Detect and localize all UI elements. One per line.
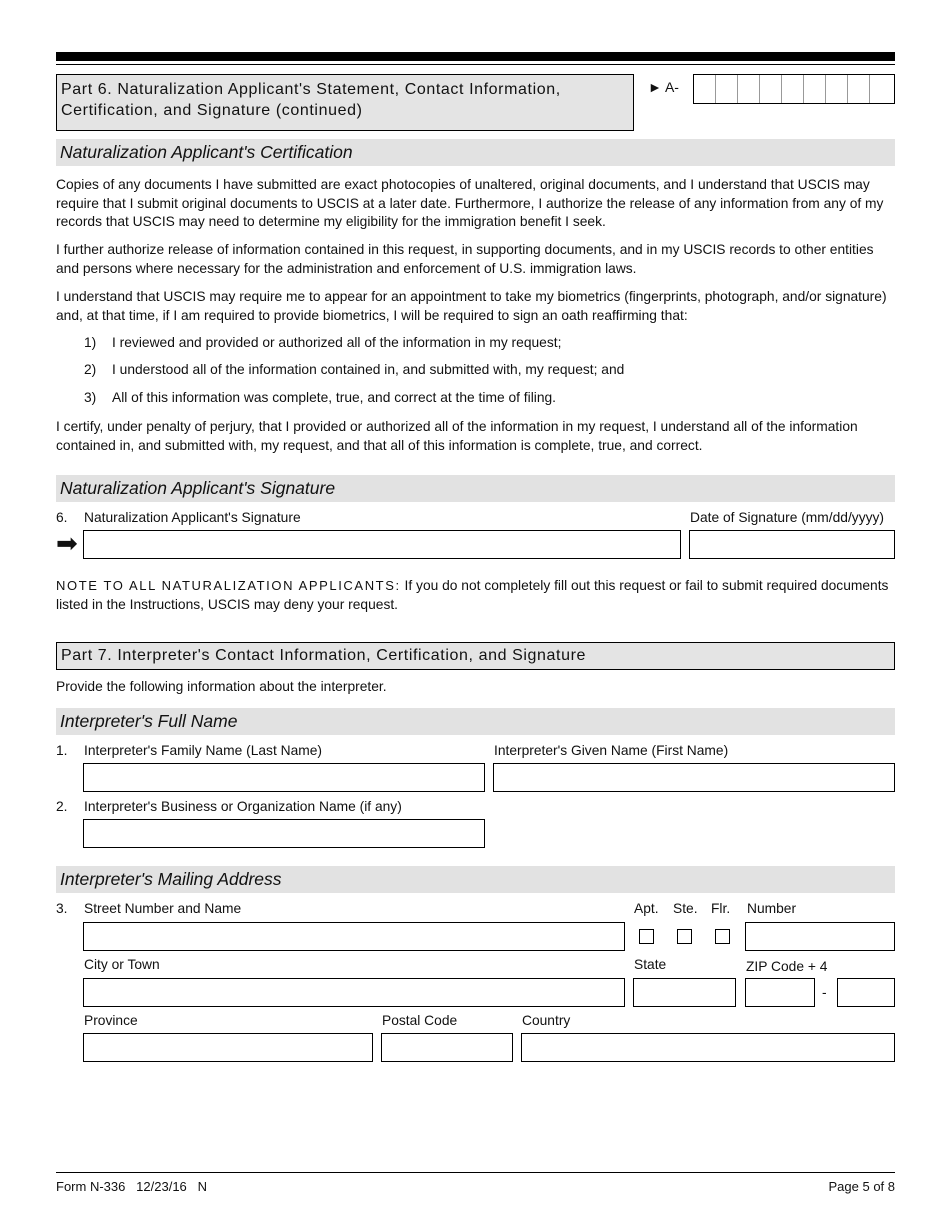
note-body: If you do not completely fill out this request or fail to submit required documents listed in the Instructions, USCIS may deny your request. xyxy=(56,578,889,612)
a-number-label: ► A- xyxy=(648,79,679,95)
top-rule-thin xyxy=(56,64,895,65)
item-number: 6. xyxy=(56,510,68,525)
certification-para-1: Copies of any documents I have submitted are exact photocopies of unaltered, original documents, and I understand that USCIS may require that I submit original documents to USCIS at a later date. Furthermore, I authorize the release of any information from any of my records that USCIS may need to determine my eligibility for the immigration benefit I seek. xyxy=(56,177,884,229)
flr-checkbox[interactable] xyxy=(715,929,730,944)
apt-label: Apt. xyxy=(634,901,659,916)
certification-heading: Naturalization Applicant's Certification xyxy=(56,139,895,166)
province-input[interactable] xyxy=(83,1033,373,1062)
signature-label: Naturalization Applicant's Signature xyxy=(84,510,301,525)
state-select[interactable] xyxy=(633,978,736,1007)
signature-heading: Naturalization Applicant's Signature xyxy=(56,475,895,502)
list-item-text: All of this information was complete, true, and correct at the time of filing. xyxy=(112,390,556,405)
a-number-input[interactable] xyxy=(693,74,895,104)
city-input[interactable] xyxy=(83,978,625,1007)
zip-dash: - xyxy=(822,985,827,1000)
list-item-num: 1) xyxy=(84,335,97,350)
certification-para-2: I further authorize release of information contained in this request, in supporting documents, and in my USCIS records to other entities and persons where necessary for the administration and enforcement of U.S. immigration laws. xyxy=(56,242,874,276)
ste-checkbox[interactable] xyxy=(677,929,692,944)
apt-checkbox[interactable] xyxy=(639,929,654,944)
postal-code-label: Postal Code xyxy=(382,1013,458,1028)
mailing-address-heading: Interpreter's Mailing Address xyxy=(56,866,895,893)
list-item-num: 3) xyxy=(84,390,97,405)
zip-code-input[interactable] xyxy=(745,978,815,1007)
item-number: 1. xyxy=(56,743,68,758)
country-input[interactable] xyxy=(521,1033,895,1062)
date-of-signature-label: Date of Signature (mm/dd/yyyy) xyxy=(690,510,884,525)
list-item-text: I understood all of the information contained in, and submitted with, my request; and xyxy=(112,362,625,377)
form-id: Form N-336 12/23/16 N xyxy=(56,1179,208,1194)
note-caps: NOTE TO ALL NATURALIZATION APPLICANTS: xyxy=(56,578,401,593)
date-of-signature-input[interactable] xyxy=(689,530,895,559)
given-name-label: Interpreter's Given Name (First Name) xyxy=(494,743,729,758)
certification-para-3: I understand that USCIS may require me to appear for an appointment to take my biometrics (fingerprints, photograph, and/or signature) and, at that time, if I am required to provide biometrics, I will be required to sign an oath reaffirming that: xyxy=(56,289,887,323)
flr-label: Flr. xyxy=(711,901,731,916)
family-name-input[interactable] xyxy=(83,763,485,792)
ste-label: Ste. xyxy=(673,901,698,916)
part7-intro: Provide the following information about the interpreter. xyxy=(56,679,387,694)
arrow-right-icon: ➡ xyxy=(56,528,78,558)
full-name-heading: Interpreter's Full Name xyxy=(56,708,895,735)
zip-label: ZIP Code + 4 xyxy=(746,959,828,974)
given-name-input[interactable] xyxy=(493,763,895,792)
list-item-text: I reviewed and provided or authorized all of the information in my request; xyxy=(112,335,562,350)
postal-code-input[interactable] xyxy=(381,1033,513,1062)
list-item-num: 2) xyxy=(84,362,97,377)
footer-rule xyxy=(56,1172,895,1173)
certification-para-4: I certify, under penalty of perjury, that I provided or authorized all of the information in my request, I understand all of the information contained in, and submitted with, my request, and that all of this information is complete, true, and correct. xyxy=(56,419,858,453)
organization-label: Interpreter's Business or Organization Name (if any) xyxy=(84,799,402,814)
number-input[interactable] xyxy=(745,922,895,951)
city-label: City or Town xyxy=(84,957,160,972)
part6-title: Part 6. Naturalization Applicant's Statement, Contact Information, Certification, and Signature (continued) xyxy=(56,74,634,131)
province-label: Province xyxy=(84,1013,138,1028)
state-label: State xyxy=(634,957,667,972)
street-input[interactable] xyxy=(83,922,625,951)
family-name-label: Interpreter's Family Name (Last Name) xyxy=(84,743,323,758)
part7-title: Part 7. Interpreter's Contact Information, Certification, and Signature xyxy=(56,642,895,670)
signature-field[interactable] xyxy=(83,530,681,559)
item-number: 3. xyxy=(56,901,68,916)
item-number: 2. xyxy=(56,799,68,814)
top-rule xyxy=(56,52,895,61)
number-label: Number xyxy=(747,901,797,916)
organization-input[interactable] xyxy=(83,819,485,848)
street-label: Street Number and Name xyxy=(84,901,242,916)
country-label: Country xyxy=(522,1013,571,1028)
note-text xyxy=(56,577,895,614)
zip-plus4-input[interactable] xyxy=(837,978,895,1007)
page-number: Page 5 of 8 xyxy=(828,1179,895,1194)
